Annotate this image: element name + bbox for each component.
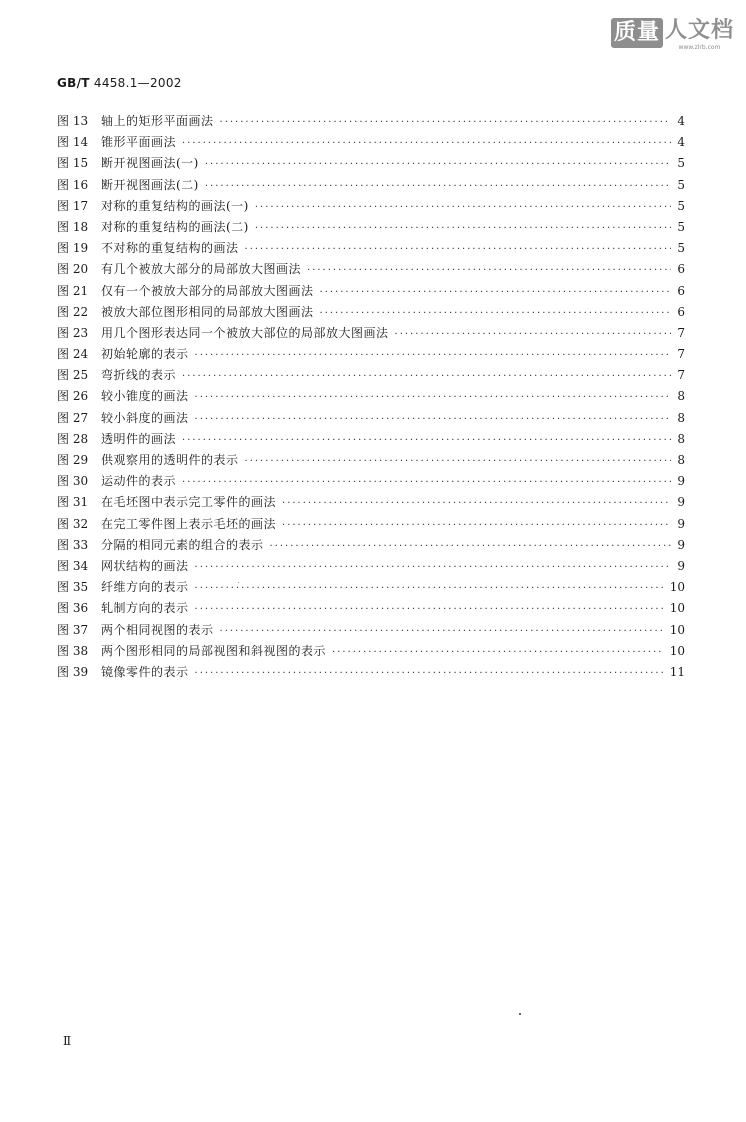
figure-number: 图 39 (57, 664, 89, 679)
figure-title: 两个图形相同的局部视图和斜视图的表示 (101, 643, 327, 658)
toc-entry[interactable] (57, 408, 685, 429)
figure-number: 图 37 (57, 622, 89, 637)
dot-leader (182, 430, 671, 451)
figure-title: 运动件的表示 (101, 474, 177, 489)
figure-number: 图 31 (57, 495, 89, 510)
toc-entry[interactable] (57, 111, 685, 132)
figure-number: 图 34 (57, 558, 89, 573)
page-reference: 6 (677, 283, 685, 298)
scan-speck (519, 1013, 521, 1015)
page-reference: 4 (677, 114, 685, 128)
figure-title: 用几个图形表达同一个被放大部位的局部放大图画法 (101, 325, 389, 340)
dot-leader (270, 536, 671, 557)
figure-number: 图 18 (57, 219, 89, 234)
figure-title: 对称的重复结构的画法(一) (101, 198, 249, 213)
dot-leader (195, 387, 671, 408)
figure-number: 图 20 (57, 262, 89, 277)
page-reference: 5 (677, 241, 685, 256)
figure-number: 图 38 (57, 643, 89, 658)
page-reference: 9 (677, 537, 685, 552)
figure-title: 仅有一个被放大部分的局部放大图画法 (101, 283, 314, 298)
figure-number: 图 27 (57, 410, 89, 425)
figure-title: 不对称的重复结构的画法 (101, 241, 239, 256)
watermark-url: www.zlrb.com (678, 44, 721, 51)
page-reference: 9 (677, 558, 685, 573)
figure-title: 弯折线的表示 (101, 368, 177, 383)
page-reference: 8 (677, 431, 685, 446)
figure-number: 图 33 (57, 537, 89, 552)
page-reference: 10 (669, 580, 685, 595)
watermark-text: 人文档 (664, 18, 734, 43)
figure-title: 断开视图画法(二) (101, 177, 199, 192)
page-reference: 8 (677, 453, 685, 467)
page-reference: 5 (677, 198, 685, 213)
figure-title: 断开视图画法(一) (101, 156, 199, 171)
dot-leader (195, 663, 664, 684)
toc-entry[interactable] (57, 238, 685, 259)
figure-number: 图 36 (57, 601, 89, 616)
dot-leader (195, 409, 671, 430)
dot-leader (255, 197, 671, 218)
page-reference: 6 (677, 262, 685, 277)
scan-speck (238, 582, 239, 583)
figure-number: 图 22 (57, 304, 89, 319)
figure-number: 图 13 (57, 114, 89, 128)
toc-entry[interactable] (57, 662, 685, 683)
toc-entry[interactable] (57, 577, 685, 598)
page-reference: 7 (677, 325, 685, 340)
figure-title: 分隔的相同元素的组合的表示 (101, 537, 264, 552)
dot-leader (245, 451, 671, 472)
figure-title: 初始轮廓的表示 (101, 347, 189, 362)
dot-leader (182, 366, 671, 387)
figure-title: 两个相同视图的表示 (101, 622, 214, 637)
standard-header (57, 76, 182, 90)
figure-title: 较小锥度的画法 (101, 389, 189, 404)
dot-leader (255, 218, 671, 239)
figure-title: 锥形平面画法 (101, 135, 177, 150)
figure-title: 纤维方向的表示 (101, 580, 189, 595)
toc-entry[interactable] (57, 323, 685, 344)
figure-title: 在完工零件图上表示毛坯的画法 (101, 516, 277, 531)
toc-entry[interactable] (57, 344, 685, 365)
page-reference: 10 (669, 622, 685, 637)
figure-title: 轧制方向的表示 (101, 601, 189, 616)
toc-entry[interactable] (57, 153, 685, 174)
dot-leader (320, 282, 671, 303)
figure-number: 图 23 (57, 325, 89, 340)
figure-number: 图 21 (57, 283, 89, 298)
figure-title: 网状结构的画法 (101, 558, 189, 573)
page-reference: 11 (669, 664, 685, 679)
toc-entry[interactable] (57, 471, 685, 492)
dot-leader (195, 345, 671, 366)
toc-entry[interactable] (57, 196, 685, 217)
page-reference: 5 (677, 219, 685, 234)
dot-leader (220, 621, 664, 642)
toc-entry[interactable] (57, 492, 685, 513)
standard-prefix: GB/T (57, 76, 90, 90)
toc-entry[interactable] (57, 598, 685, 619)
page-reference: 7 (677, 347, 685, 362)
toc-entry[interactable] (57, 365, 685, 386)
figure-number: 图 25 (57, 368, 89, 383)
toc-entry[interactable] (57, 175, 685, 196)
page-reference: 9 (677, 495, 685, 510)
page-reference: 7 (677, 368, 685, 383)
toc-entry[interactable] (57, 450, 685, 471)
dot-leader (220, 112, 671, 133)
dot-leader (205, 154, 671, 175)
figure-title: 供观察用的透明件的表示 (101, 453, 239, 467)
toc-entry[interactable] (57, 302, 685, 323)
page-reference: 8 (677, 410, 685, 425)
toc-entry[interactable] (57, 535, 685, 556)
page-reference: 6 (677, 304, 685, 319)
page-reference: 10 (669, 601, 685, 616)
watermark-logo (611, 18, 734, 51)
dot-leader (195, 578, 664, 599)
figure-number: 图 24 (57, 347, 89, 362)
toc-entry[interactable] (57, 132, 685, 153)
page-reference: 5 (677, 177, 685, 192)
dot-leader (182, 472, 671, 493)
figure-number: 图 29 (57, 453, 89, 467)
figure-title: 镜像零件的表示 (101, 664, 189, 679)
dot-leader (282, 515, 671, 536)
toc-entry[interactable] (57, 620, 685, 641)
figure-title: 对称的重复结构的画法(二) (101, 219, 249, 234)
page-number: Ⅱ (63, 1034, 72, 1048)
page-reference: 8 (677, 389, 685, 404)
page-reference: 10 (669, 643, 685, 658)
figure-number: 图 32 (57, 516, 89, 531)
figure-number: 图 35 (57, 580, 89, 595)
table-of-figures (57, 111, 685, 683)
figure-number: 图 16 (57, 177, 89, 192)
standard-code: 4458.1—2002 (89, 76, 182, 90)
figure-number: 图 14 (57, 135, 89, 150)
dot-leader (182, 133, 671, 154)
figure-number: 图 19 (57, 241, 89, 256)
toc-entry[interactable] (57, 556, 685, 577)
figure-title: 透明件的画法 (101, 431, 177, 446)
toc-entry[interactable] (57, 259, 685, 280)
toc-entry[interactable] (57, 217, 685, 238)
dot-leader (205, 176, 671, 197)
figure-number: 图 26 (57, 389, 89, 404)
toc-entry[interactable] (57, 514, 685, 535)
figure-number: 图 30 (57, 474, 89, 489)
figure-title: 被放大部位图形相同的局部放大图画法 (101, 304, 314, 319)
page-reference: 9 (677, 474, 685, 489)
figure-title: 有几个被放大部分的局部放大图画法 (101, 262, 302, 277)
figure-number: 图 28 (57, 431, 89, 446)
dot-leader (195, 599, 664, 620)
page-reference: 5 (677, 156, 685, 171)
toc-entry[interactable] (57, 641, 685, 662)
dot-leader (195, 557, 671, 578)
dot-leader (320, 303, 671, 324)
figure-number: 图 17 (57, 198, 89, 213)
toc-entry[interactable] (57, 281, 685, 302)
toc-entry[interactable] (57, 429, 685, 450)
watermark-box-text: 质量 (611, 18, 663, 48)
page-reference: 9 (677, 516, 685, 531)
dot-leader (245, 239, 671, 260)
toc-entry[interactable] (57, 386, 685, 407)
figure-number: 图 15 (57, 156, 89, 171)
figure-title: 在毛坯图中表示完工零件的画法 (101, 495, 277, 510)
dot-leader (307, 260, 671, 281)
dot-leader (282, 493, 671, 514)
dot-leader (395, 324, 671, 345)
figure-title: 轴上的矩形平面画法 (101, 114, 214, 128)
page-reference: 4 (677, 135, 685, 150)
figure-title: 较小斜度的画法 (101, 410, 189, 425)
dot-leader (332, 642, 664, 663)
